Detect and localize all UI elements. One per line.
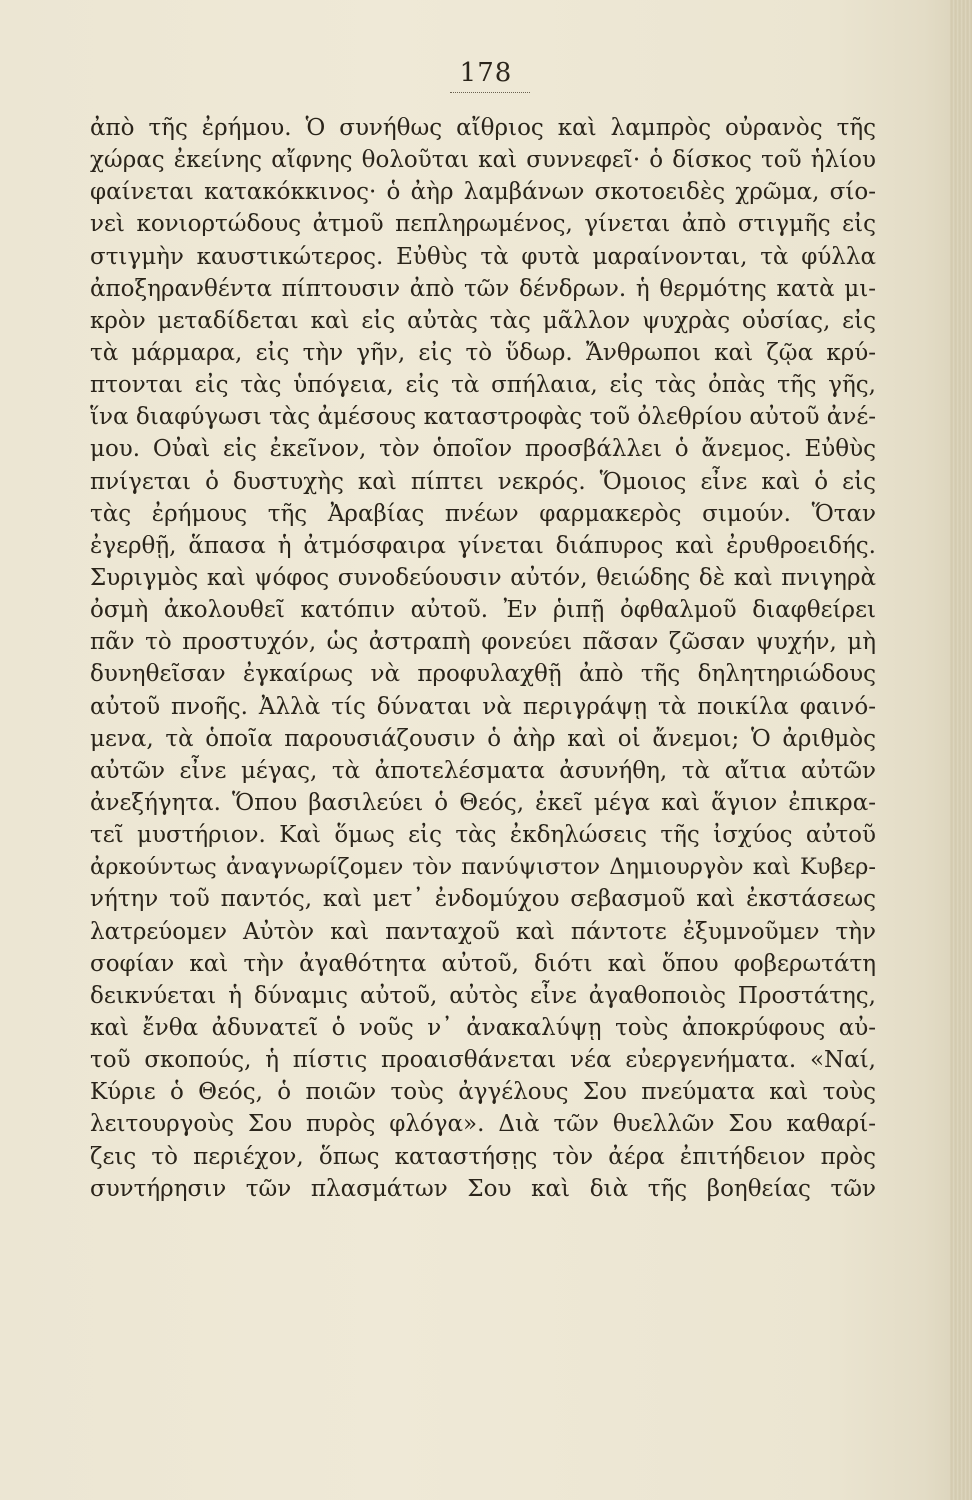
- text-line: πτονται εἰς τὰς ὑπόγεια, εἰς τὰ σπήλαια, εἰς τὰς ὀπὰς τῆς γῆς,: [90, 372, 876, 399]
- text-line: ἵνα διαφύγωσι τὰς ἀμέσους καταστροφὰς τοῦ ὀλεθρίου αὐτοῦ ἀνέ-: [90, 404, 876, 431]
- text-line: ἀπὸ τῆς ἐρήμου. Ὁ συνήθως αἴθριος καὶ λαμπρὸς οὐρανὸς τῆς: [90, 115, 876, 141]
- text-line: δεικνύεται ἡ δύναμις αὐτοῦ, αὐτὸς εἶνε ἀγαθοποιὸς Προστάτης,: [90, 982, 876, 1009]
- text-line: τὰ μάρμαρα, εἰς τὴν γῆν, εἰς τὸ ὕδωρ. Ἄνθρωποι καὶ ζῷα κρύ-: [90, 339, 876, 366]
- text-line: τεῖ μυστήριον. Καὶ ὅμως εἰς τὰς ἐκδηλώσεις τῆς ἰσχύος αὐτοῦ: [90, 822, 876, 849]
- text-line: καὶ ἔνθα ἀδυνατεῖ ὁ νοῦς ν᾽ ἀνακαλύψῃ τοὺς ἀποκρύφους αὐ-: [90, 1014, 876, 1041]
- page-edge: [950, 0, 972, 1500]
- text-line: ἀρκούντως ἀναγνωρίζομεν τὸν πανύψιστον Δημιουργὸν καὶ Κυβερ-: [90, 854, 876, 881]
- text-line: λειτουργοὺς Σου πυρὸς φλόγα». Διὰ τῶν θυελλῶν Σου καθαρί-: [90, 1111, 876, 1138]
- text-line: χώρας ἐκείνης αἴφνης θολοῦται καὶ συννεφεῖ· ὁ δίσκος τοῦ ἡλίου: [90, 147, 876, 174]
- text-line: ἐγερθῇ, ἅπασα ἡ ἀτμόσφαιρα γίνεται διάπυρος καὶ ἐρυθροειδής.: [90, 532, 876, 559]
- text-line: αὐτοῦ πνοῆς. Ἀλλὰ τίς δύναται νὰ περιγράψῃ τὰ ποικίλα φαινό-: [90, 693, 876, 720]
- text-line: πνίγεται ὁ δυστυχὴς καὶ πίπτει νεκρός. Ὅμοιος εἶνε καὶ ὁ εἰς: [90, 468, 876, 495]
- body-text: [90, 112, 876, 1205]
- text-line: δυνηθεῖσαν ἐγκαίρως νὰ προφυλαχθῇ ἀπὸ τῆς δηλητηριώδους: [90, 661, 876, 688]
- text-line: νεὶ κονιορτώδους ἀτμοῦ πεπληρωμένος, γίνεται ἀπὸ στιγμῆς εἰς: [90, 211, 876, 238]
- text-line: λατρεύομεν Αὐτὸν καὶ πανταχοῦ καὶ πάντοτε ἐξυμνοῦμεν τὴν: [90, 918, 876, 945]
- text-line: τοῦ σκοπούς, ἡ πίστις προαισθάνεται νέα εὐεργενήματα. «Ναί,: [90, 1047, 876, 1074]
- page-number: 178: [459, 58, 513, 88]
- text-line: Κύριε ὁ Θεός, ὁ ποιῶν τοὺς ἀγγέλους Σου πνεύματα καὶ τοὺς: [90, 1079, 876, 1106]
- text-line: μου. Οὐαὶ εἰς ἐκεῖνον, τὸν ὁποῖον προσβάλλει ὁ ἄνεμος. Εὐθὺς: [90, 436, 876, 463]
- text-line: ζεις τὸ περιέχον, ὅπως καταστήσῃς τὸν ἀέρα ἐπιτήδειον πρὸς: [90, 1143, 876, 1170]
- text-line: πᾶν τὸ προστυχόν, ὡς ἀστραπὴ φονεύει πᾶσαν ζῶσαν ψυχήν, μὴ: [90, 629, 876, 656]
- text-line: συντήρησιν τῶν πλασμάτων Σου καὶ διὰ τῆς βοηθείας τῶν: [90, 1175, 876, 1202]
- text-line: μενα, τὰ ὁποῖα παρουσιάζουσιν ὁ ἀὴρ καὶ οἱ ἄνεμοι; Ὁ ἀριθμὸς: [90, 725, 876, 752]
- text-line: κρὸν μεταδίδεται καὶ εἰς αὐτὰς τὰς μᾶλλον ψυχρὰς οὐσίας, εἰς: [90, 307, 876, 334]
- text-line: ἀνεξήγητα. Ὅπου βασιλεύει ὁ Θεός, ἐκεῖ μέγα καὶ ἅγιον ἐπικρα-: [90, 789, 876, 816]
- text-line: στιγμὴν καυστικώτερος. Εὐθὺς τὰ φυτὰ μαραίνονται, τὰ φύλλα: [90, 243, 876, 270]
- text-line: Συριγμὸς καὶ ψόφος συνοδεύουσιν αὐτόν, θειώδης δὲ καὶ πνιγηρὰ: [90, 564, 876, 591]
- text-line: αὐτῶν εἶνε μέγας, τὰ ἀποτελέσματα ἀσυνήθη, τὰ αἴτια αὐτῶν: [90, 757, 876, 784]
- text-line: νήτην τοῦ παντός, καὶ μετ᾽ ἐνδομύχου σεβασμοῦ καὶ ἐκστάσεως: [90, 886, 876, 913]
- text-line: ἀποξηρανθέντα πίπτουσιν ἀπὸ τῶν δένδρων. ἡ θερμότης κατὰ μι-: [90, 275, 876, 302]
- text-line: φαίνεται κατακόκκινος· ὁ ἀὴρ λαμβάνων σκοτοειδὲς χρῶμα, σίο-: [90, 179, 876, 206]
- header-rule: [450, 92, 530, 93]
- text-line: τὰς ἐρήμους τῆς Ἀραβίας πνέων φαρμακερὸς σιμούν. Ὅταν: [90, 500, 876, 527]
- text-line: σοφίαν καὶ τὴν ἀγαθότητα αὐτοῦ, διότι καὶ ὅπου φοβερωτάτη: [90, 950, 876, 977]
- text-line: ὀσμὴ ἀκολουθεῖ κατόπιν αὐτοῦ. Ἐν ῥιπῇ ὀφθαλμοῦ διαφθείρει: [90, 597, 876, 624]
